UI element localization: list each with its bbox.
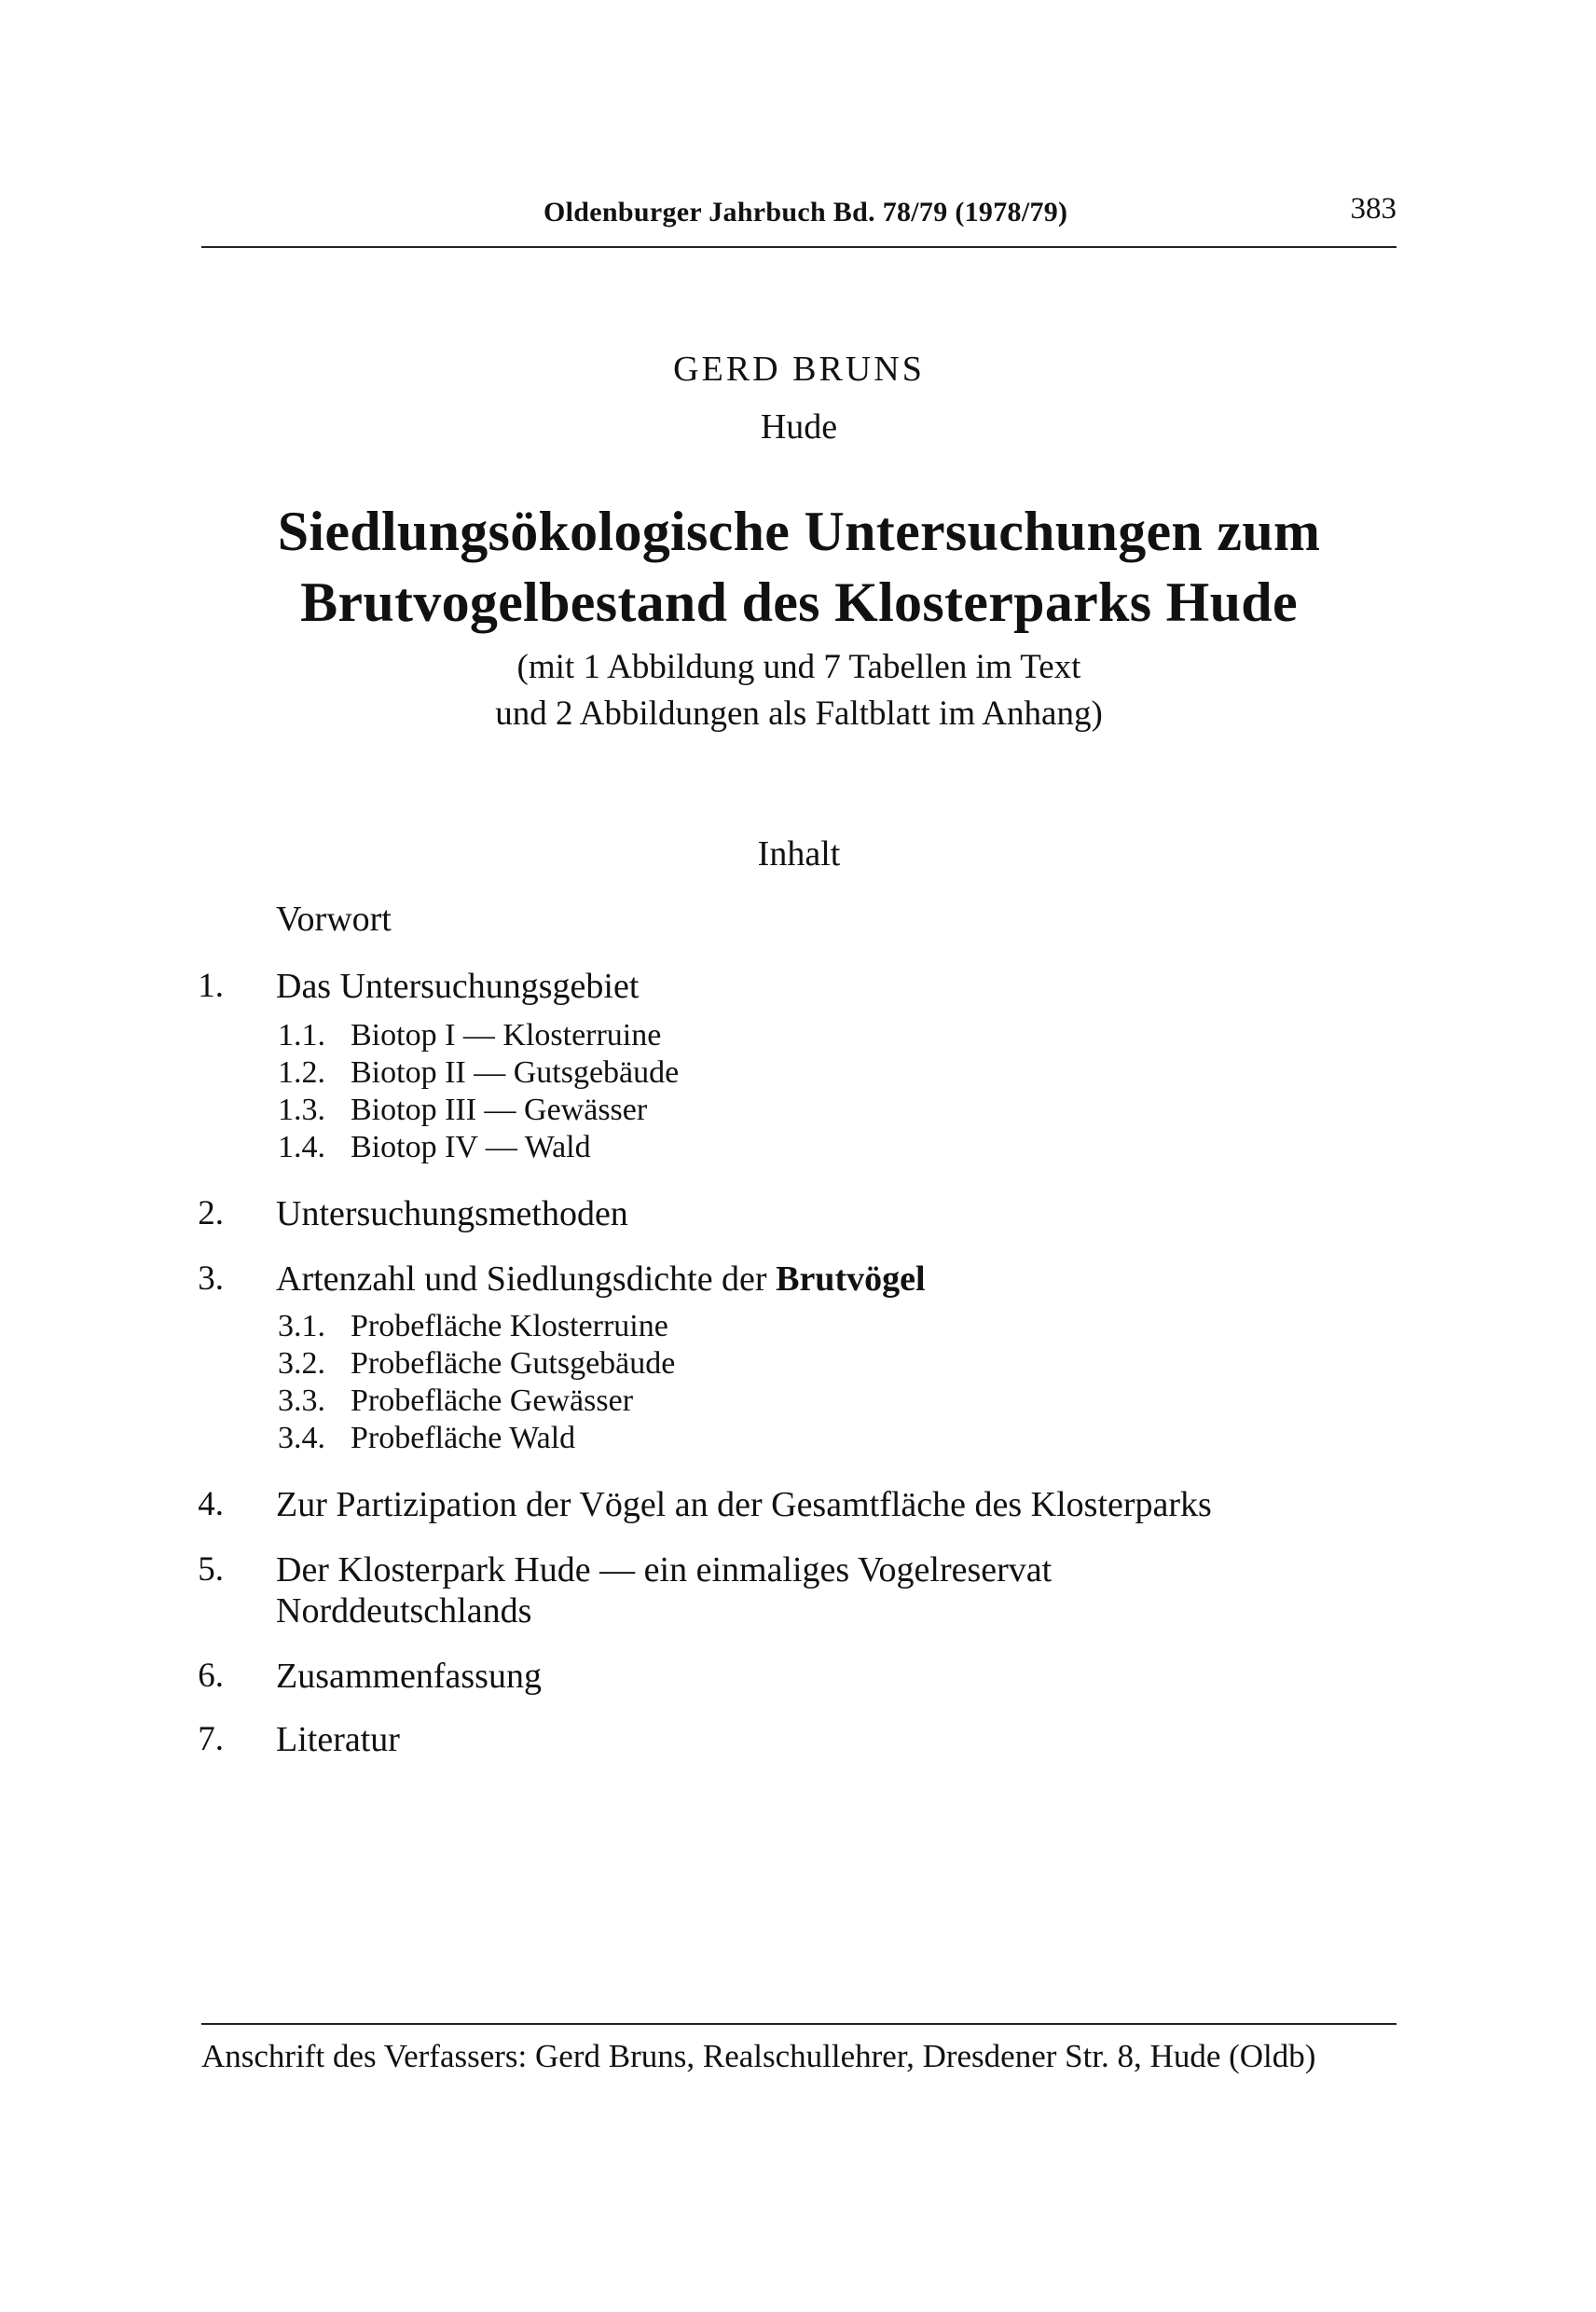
toc-subitem-label: Probefläche Wald: [351, 1421, 576, 1455]
toc-subitem-number: 1.1.: [278, 1018, 325, 1053]
author-place: Hude: [760, 407, 838, 447]
toc-item-label-bold: Brutvögel: [776, 1259, 926, 1299]
toc-item-label: Zur Partizipation der Vögel an der Gesamtfläche des Klosterparks: [276, 1485, 1212, 1524]
toc-item-label-line-1: Der Klosterpark Hude — ein einmaliges Vogelreservat: [276, 1550, 1053, 1590]
author-address: Anschrift des Verfassers: Gerd Bruns, Realschullehrer, Dresdener Str. 8, Hude (Oldb): [201, 2038, 1316, 2074]
toc-preface: Vorwort: [276, 900, 392, 939]
header-rule: [201, 246, 1396, 248]
toc-item-label: Das Untersuchungsgebiet: [276, 967, 640, 1006]
author-name: GERD BRUNS: [673, 350, 925, 389]
toc-subitem-number: 3.1.: [278, 1309, 325, 1343]
toc-subitem-label: Biotop III — Gewässer: [351, 1093, 648, 1127]
toc-subitem-label: Biotop II — Gutsgebäude: [351, 1055, 680, 1090]
toc-item-number: 3.: [198, 1259, 224, 1298]
toc-item-label-line-2: Norddeutschlands: [276, 1591, 532, 1631]
toc-subitem-number: 1.3.: [278, 1093, 325, 1127]
article-subtitle-line-1: (mit 1 Abbildung und 7 Tabellen im Text: [516, 648, 1081, 686]
article-title-line-2: Brutvogelbestand des Klosterparks Hude: [300, 571, 1298, 633]
toc-subitem-label: Probefläche Klosterruine: [351, 1309, 668, 1343]
toc-subitem-label: Probefläche Gutsgebäude: [351, 1346, 676, 1381]
toc-item-label: Zusammenfassung: [276, 1657, 542, 1696]
toc-item-label: Untersuchungsmethoden: [276, 1194, 628, 1233]
toc-item-number: 4.: [198, 1485, 224, 1523]
toc-item-label: Literatur: [276, 1720, 400, 1759]
toc-subitem-label: Probefläche Gewässer: [351, 1383, 634, 1418]
toc-item-number: 7.: [198, 1720, 224, 1758]
toc-subitem-number: 3.3.: [278, 1383, 325, 1418]
toc-item-number: 1.: [198, 967, 224, 1005]
toc-heading: Inhalt: [757, 834, 841, 874]
article-subtitle-line-2: und 2 Abbildungen als Faltblatt im Anhang): [495, 695, 1103, 733]
toc-subitem-number: 3.2.: [278, 1346, 325, 1381]
footer-rule: [201, 2023, 1396, 2025]
toc-item-number: 2.: [198, 1194, 224, 1232]
toc-item-number: 5.: [198, 1550, 224, 1589]
toc-subitem-label: Biotop I — Klosterruine: [351, 1018, 662, 1053]
toc-subitem-number: 3.4.: [278, 1421, 325, 1455]
toc-subitem-number: 1.4.: [278, 1130, 325, 1164]
toc-item-label: [276, 1259, 926, 1300]
article-title-line-1: Siedlungsökologische Untersuchungen zum: [277, 501, 1321, 562]
toc-item-number: 6.: [198, 1657, 224, 1695]
toc-item-label-plain: Artenzahl und Siedlungsdichte der: [276, 1259, 777, 1299]
page-number: 383: [1350, 192, 1396, 226]
toc-subitem-number: 1.2.: [278, 1055, 325, 1090]
toc-subitem-label: Biotop IV — Wald: [351, 1130, 591, 1164]
running-title: Oldenburger Jahrbuch Bd. 78/79 (1978/79): [543, 197, 1068, 227]
